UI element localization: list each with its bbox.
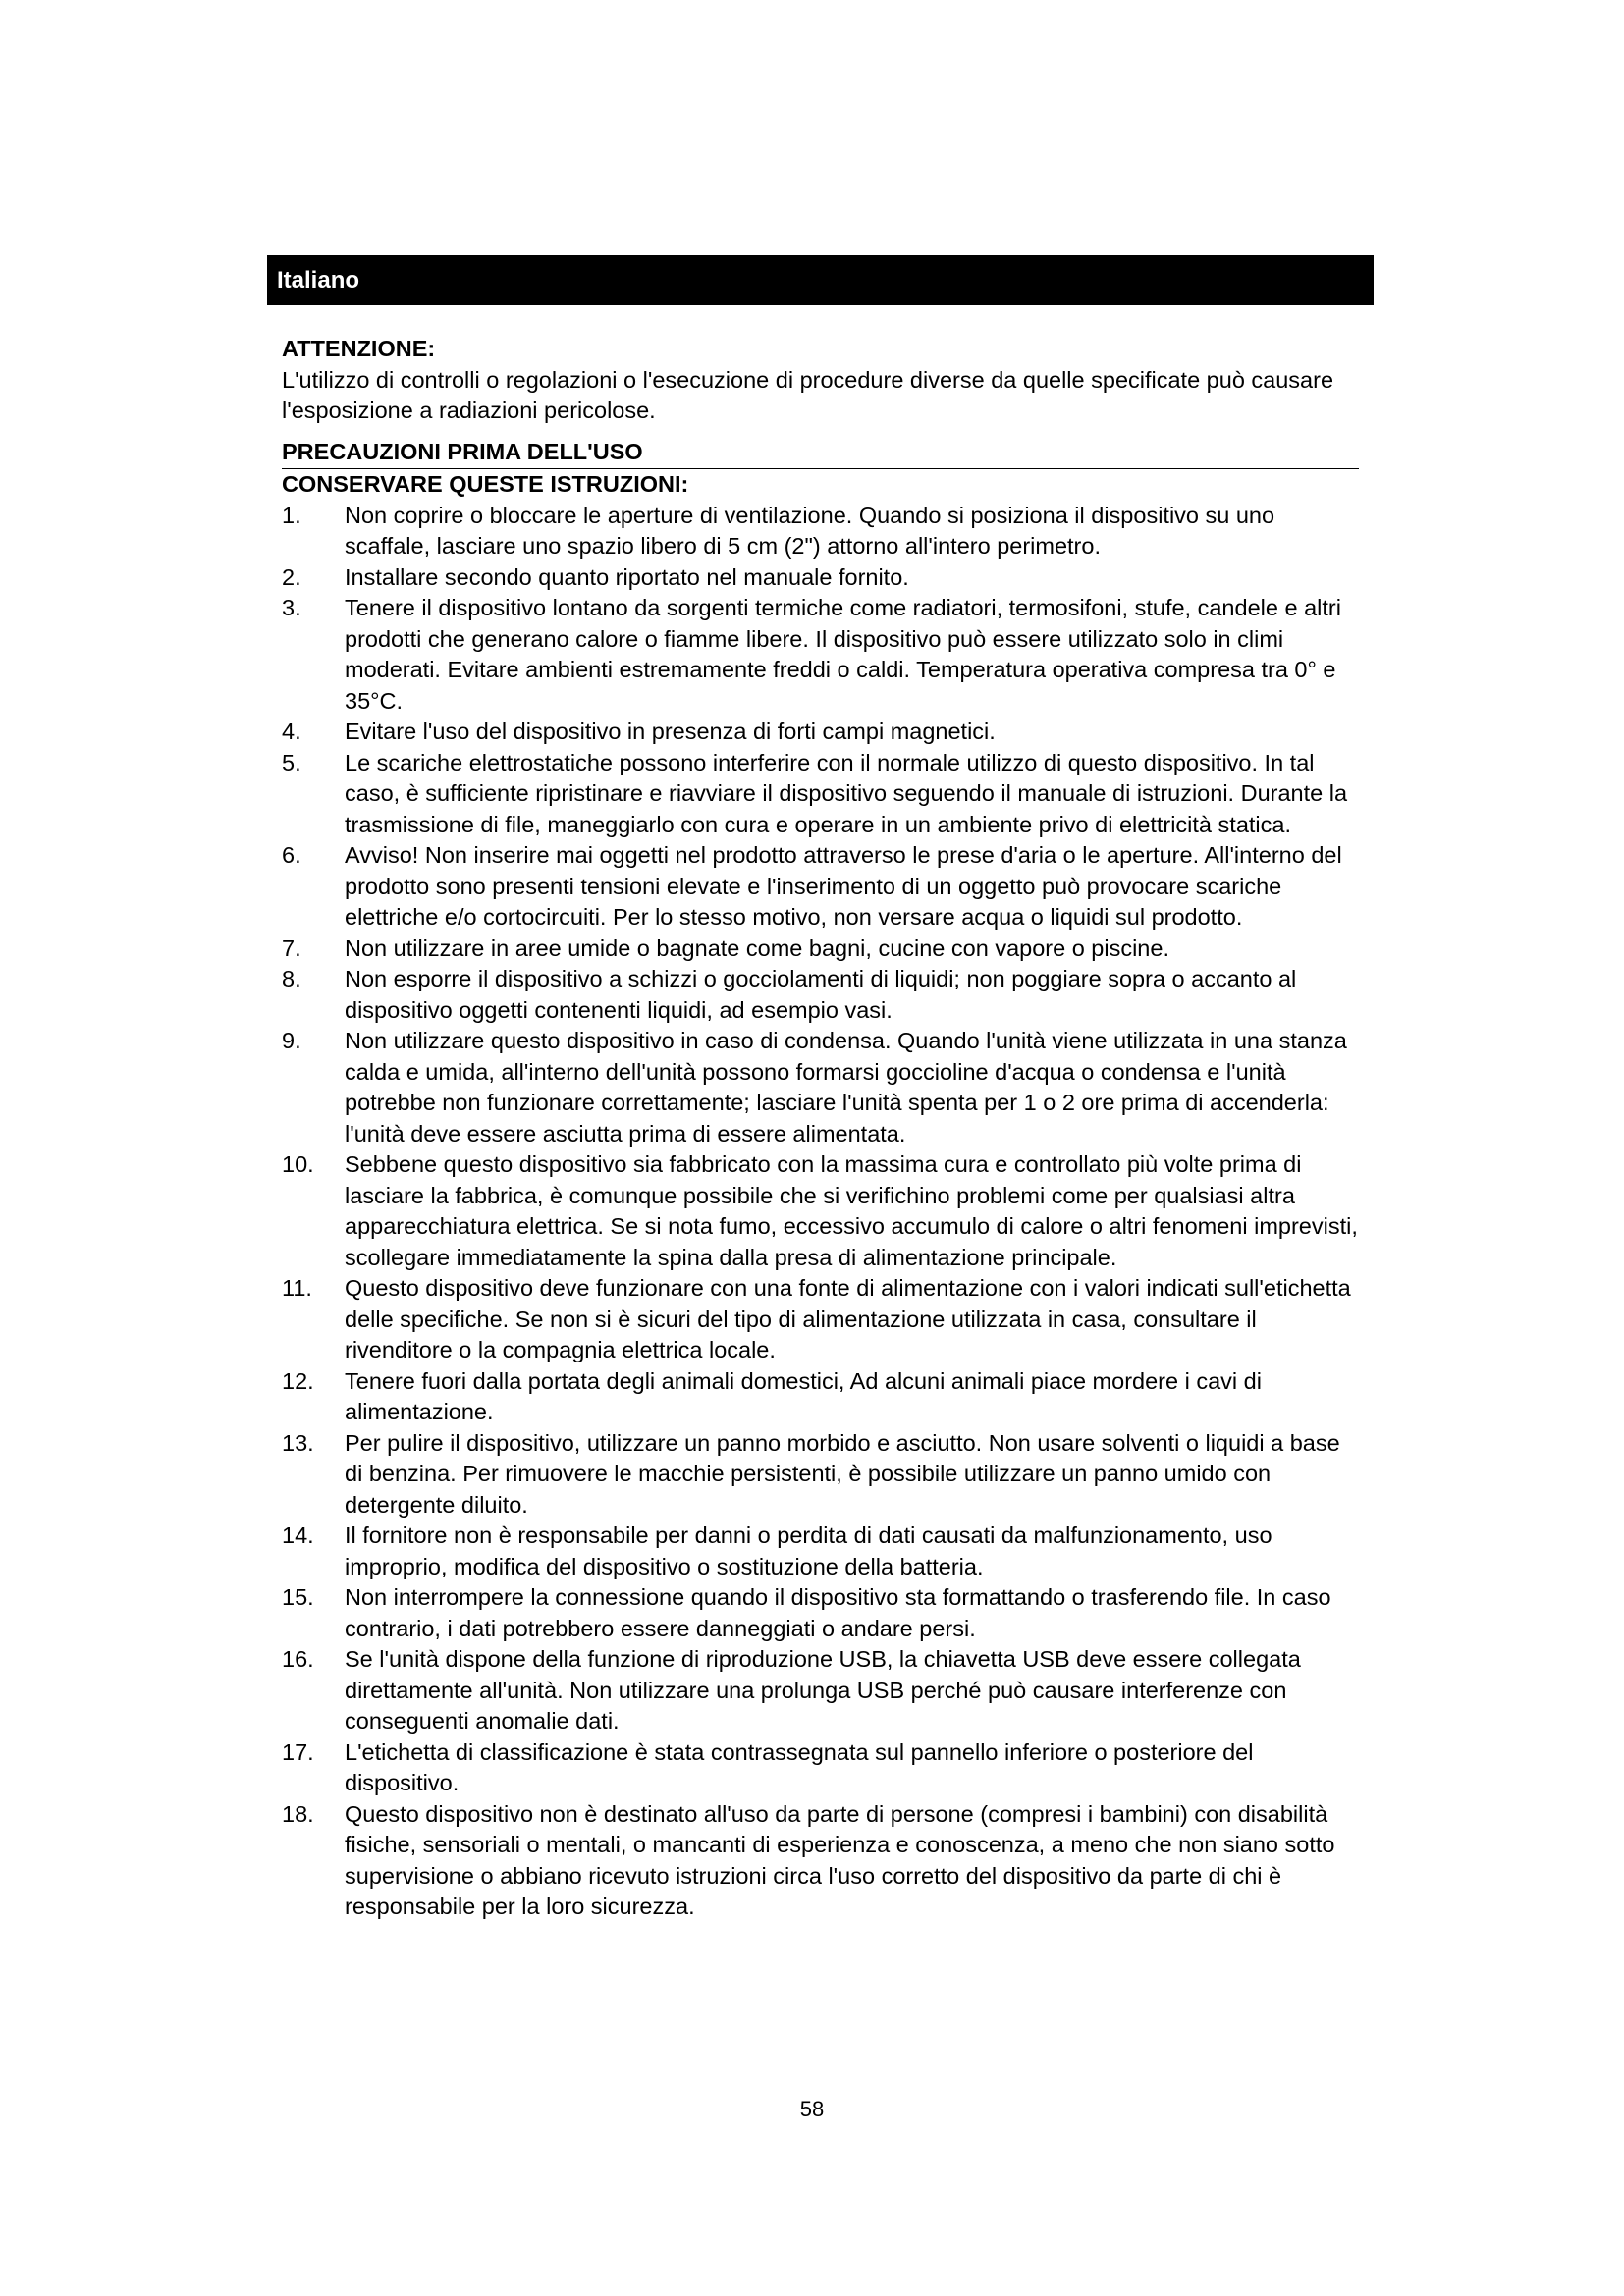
list-item-number: 16. — [282, 1646, 314, 1672]
page-content — [282, 334, 1362, 1923]
language-header-bar — [267, 255, 1374, 305]
warning-title: ATTENZIONE: — [282, 336, 436, 361]
list-item — [282, 717, 1362, 748]
list-item — [282, 593, 1362, 717]
list-item-text: Sebbene questo dispositivo sia fabbricato con la massima cura e controllato più volte prima di lasciare la fabbrica, è comunque possibile che si verifichino problemi come per qualsiasi altra apparecchiatura elettrica. Se si nota fumo, eccessivo accumulo di calore o altri fenomeni imprevisti, scollegare immediatamente la spina dalla presa di alimentazione principale. — [345, 1151, 1358, 1270]
list-item — [282, 840, 1362, 934]
list-item-number: 2. — [282, 563, 301, 590]
list-item — [282, 1582, 1362, 1644]
precautions-title: PRECAUZIONI PRIMA DELL'USO — [282, 437, 1359, 470]
list-item-number: 1. — [282, 502, 301, 528]
list-item — [282, 1149, 1362, 1273]
list-item — [282, 1737, 1362, 1799]
list-item-text: Tenere fuori dalla portata degli animali domestici, Ad alcuni animali piace mordere i cavi di alimentazione. — [345, 1367, 1262, 1424]
list-item-number: 12. — [282, 1367, 314, 1394]
list-item-text: Non interrompere la connessione quando il dispositivo sta formattando o trasferendo file. In caso contrario, i dati potrebbero essere danneggiati o andare persi. — [345, 1584, 1331, 1641]
list-item-text: Evitare l'uso del dispositivo in presenza di forti campi magnetici. — [345, 719, 996, 744]
list-item-number: 18. — [282, 1800, 314, 1827]
list-item-text: Installare secondo quanto riportato nel manuale fornito. — [345, 563, 909, 590]
list-item-text: Non coprire o bloccare le aperture di ventilazione. Quando si posiziona il dispositivo su uno scaffale, lasciare uno spazio libero di 5 cm (2") attorno all'intero perimetro. — [345, 502, 1275, 559]
list-item-text: Non utilizzare questo dispositivo in caso di condensa. Quando l'unità viene utilizzata in una stanza calda e umida, all'interno dell'unità possono formarsi goccioline d'acqua o condensa e l'unità potrebbe non funzionare correttamente; lasciare l'unità spenta per 1 o 2 ore prima di accenderla: l'unità deve essere asciutta prima di essere alimentata. — [345, 1028, 1347, 1147]
list-item — [282, 1026, 1362, 1149]
list-item-number: 15. — [282, 1584, 314, 1610]
list-item — [282, 1521, 1362, 1582]
list-item-number: 4. — [282, 719, 301, 744]
list-item — [282, 748, 1362, 841]
list-item — [282, 1428, 1362, 1522]
list-item-number: 10. — [282, 1151, 314, 1177]
list-item — [282, 964, 1362, 1026]
list-item-text: Non utilizzare in aree umide o bagnate come bagni, cucine con vapore o piscine. — [345, 934, 1169, 961]
list-item — [282, 501, 1362, 562]
list-item — [282, 1273, 1362, 1366]
list-item-number: 3. — [282, 595, 301, 620]
list-item-text: Le scariche elettrostatiche possono interferire con il normale utilizzo di questo dispositivo. In tal caso, è sufficiente ripristinare e riavviare il dispositivo seguendo il manuale di istruzioni. Durante la trasmissione di file, maneggiarlo con cura e operare in un ambiente privo di elettricità statica. — [345, 749, 1348, 837]
list-item — [282, 1366, 1362, 1428]
list-item — [282, 562, 1362, 594]
list-item-text: Per pulire il dispositivo, utilizzare un panno morbido e asciutto. Non usare solventi o liquidi a base di benzina. Per rimuovere le macchie persistenti, è possibile utilizzare un panno umido con detergente diluito. — [345, 1429, 1340, 1518]
list-item-number: 6. — [282, 842, 301, 868]
list-item-text: Questo dispositivo deve funzionare con una fonte di alimentazione con i valori indicati sull'etichetta delle specifiche. Se non si è sicuri del tipo di alimentazione utilizzata in casa, consultare il rivenditore o la compagnia elettrica locale. — [345, 1275, 1351, 1362]
warning-text: L'utilizzo di controlli o regolazioni o l'esecuzione di procedure diverse da quelle specificate può causare l'esposizione a radiazioni pericolose. — [282, 366, 1334, 423]
instructions-list — [282, 501, 1362, 1923]
list-item-text: Tenere il dispositivo lontano da sorgenti termiche come radiatori, termosifoni, stufe, candele e altri prodotti che generano calore o fiamme libere. Il dispositivo può essere utilizzato solo in climi moderati. Evitare ambienti estremamente freddi o caldi. Temperatura operativa compresa tra 0° e 35°C. — [345, 595, 1341, 714]
list-item-number: 5. — [282, 749, 301, 775]
list-item-number: 9. — [282, 1028, 301, 1053]
list-item-text: Avviso! Non inserire mai oggetti nel prodotto attraverso le prese d'aria o le aperture. All'interno del prodotto sono presenti tensioni elevate e l'inserimento di un oggetto può provocare scariche elettriche e/o cortocircuiti. Per lo stesso motivo, non versare acqua o liquidi sul prodotto. — [345, 842, 1342, 930]
list-item-number: 8. — [282, 966, 301, 991]
list-item-number: 13. — [282, 1429, 314, 1456]
list-item — [282, 934, 1362, 965]
list-item-text: Non esporre il dispositivo a schizzi o gocciolamenti di liquidi; non poggiare sopra o accanto al dispositivo oggetti contenenti liquidi, ad esempio vasi. — [345, 966, 1297, 1023]
list-item — [282, 1644, 1362, 1737]
list-item-text: Questo dispositivo non è destinato all'uso da parte di persone (compresi i bambini) con disabilità fisiche, sensoriali o mentali, o mancanti di esperienza e conoscenza, a meno che non siano sotto supervisione o abbiano ricevuto istruzioni circa l'uso corretto del dispositivo da parte di chi è responsabile per la loro sicurezza. — [345, 1800, 1335, 1919]
list-item-number: 14. — [282, 1522, 314, 1548]
language-label: Italiano — [277, 267, 360, 294]
list-item-text: L'etichetta di classificazione è stata contrassegnata sul pannello inferiore o posteriore del dispositivo. — [345, 1738, 1254, 1795]
list-item-text: Il fornitore non è responsabile per danni o perdita di dati causati da malfunzionamento, uso improprio, modifica del dispositivo o sostituzione della batteria. — [345, 1522, 1272, 1579]
page-number: 58 — [799, 2097, 825, 2121]
precautions-subtitle: CONSERVARE QUESTE ISTRUZIONI: — [282, 471, 689, 497]
list-item-number: 17. — [282, 1738, 314, 1765]
list-item — [282, 1799, 1362, 1923]
list-item-number: 7. — [282, 934, 301, 961]
list-item-text: Se l'unità dispone della funzione di riproduzione USB, la chiavetta USB deve essere collegata direttamente all'unità. Non utilizzare una prolunga USB perché può causare interferenze con conseguenti anomalie dati. — [345, 1646, 1301, 1734]
list-item-number: 11. — [282, 1275, 312, 1301]
